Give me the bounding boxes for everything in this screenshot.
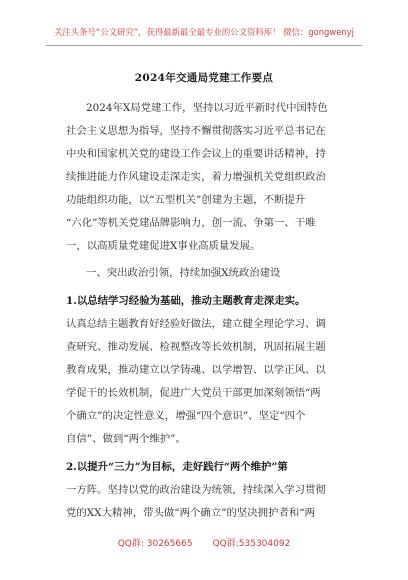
paragraph-line: 查研究、推动发展、检视整改等长效机制，巩固拓展主题 [66, 341, 326, 353]
paragraph-line: 党的XX大精神，带头做“两个确立”的坚决拥护者和“两 [66, 507, 315, 519]
paragraph-line: 中央和国家机关党的建设工作会议上的重要讲话精神，持 [66, 148, 326, 160]
item-heading: 2.以提升“三力”为目标，走好践行“两个维护”第 [66, 461, 288, 473]
paragraph-line: 一，以高质量党建促进X事业高质量发展。 [66, 240, 261, 252]
paragraph-line: 自信”、做到“两个维护”。 [66, 433, 186, 445]
paragraph-line: 功能组织功能，以“五型机关”创建为主题，不断提升 [66, 194, 306, 206]
paragraph-line: 认真总结主题教育好经验好做法，建立健全理论学习、调 [66, 318, 326, 330]
header-divider [46, 45, 362, 46]
qq-group-1: QQ群: 30265665 [117, 539, 193, 549]
document-title: 2024年交通局党建工作要点 [134, 72, 274, 84]
paragraph-line: 续推进能力作风建设走深走实，着力增强机关党组织政治 [66, 171, 326, 183]
paragraph-line: 教育成果，推动建立以学铸魂、以学增智、以学正风、以 [66, 364, 326, 376]
paragraph-line: 学促干的长效机制，促进广大党员干部更加深刻领悟“两 [66, 387, 321, 399]
section-heading: 一、突出政治引领，持续加强X统政治建设 [86, 267, 281, 279]
paragraph-line: “六化”等机关党建品牌影响力，创一流、争第一、干唯 [66, 217, 316, 229]
paragraph-line: 个确立”的决定性意义，增强“四个意识”、坚定“四个 [66, 410, 306, 422]
paragraph-line: 一方阵。坚持以党的政治建设为统领，持续深入学习贯彻 [66, 484, 326, 496]
paragraph-line: 社会主义思想为指导，坚持不懈贯彻落实习近平总书记在 [66, 125, 326, 137]
header-banner: 关注头条号“公文研究”，获得最新最全最专业的公文资料库！ 微信：gongwenyj [54, 27, 354, 37]
item-heading: 1.以总结学习经验为基础，推动主题教育走深走实。 [66, 295, 306, 307]
paragraph-line: 2024年X局党建工作，坚持以习近平新时代中国特色 [86, 102, 328, 114]
footer-qq-groups [0, 536, 408, 549]
qq-group-2: QQ群:535304092 [212, 539, 291, 549]
